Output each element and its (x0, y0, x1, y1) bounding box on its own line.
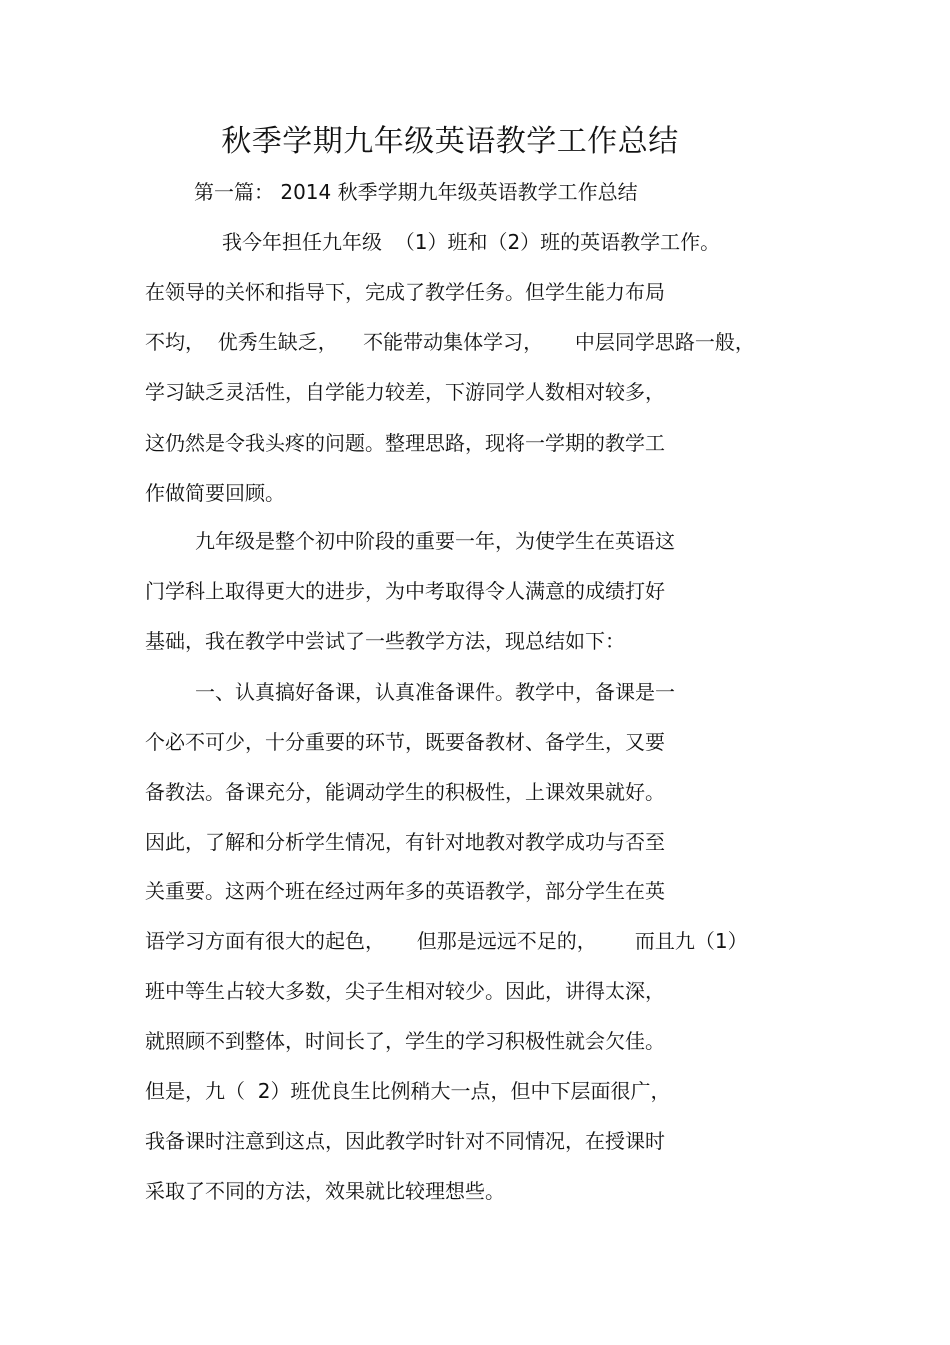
paragraph-line: 班中等生占较大多数，尖子生相对较少。因此，讲得太深， (145, 979, 665, 1003)
document-subtitle: 第一篇： 2014 秋季学期九年级英语教学工作总结 (194, 180, 638, 204)
paragraph-line: 基础，我在教学中尝试了一些教学方法，现总结如下： (145, 629, 625, 653)
paragraph-line: 我今年担任九年级 （1）班和（2）班的英语教学工作。 (222, 230, 721, 254)
paragraph-line: 不均， 优秀生缺乏， 不能带动集体学习， 中层同学思路一般， (145, 330, 755, 354)
paragraph-line: 这仍然是令我头疼的问题。整理思路，现将一学期的教学工 (145, 431, 665, 455)
paragraph-line: 关重要。这两个班在经过两年多的英语教学，部分学生在英 (145, 879, 665, 903)
paragraph-line: 因此，了解和分析学生情况，有针对地教对教学成功与否至 (145, 830, 665, 854)
paragraph-line: 在领导的关怀和指导下，完成了教学任务。但学生能力布局 (145, 280, 665, 304)
paragraph-line: 备教法。备课充分，能调动学生的积极性，上课效果就好。 (145, 780, 665, 804)
paragraph-line: 我备课时注意到这点，因此教学时针对不同情况，在授课时 (145, 1129, 665, 1153)
paragraph-line: 一、认真搞好备课，认真准备课件。教学中，备课是一 (195, 680, 675, 704)
paragraph-line: 门学科上取得更大的进步，为中考取得令人满意的成绩打好 (145, 579, 665, 603)
paragraph-line: 就照顾不到整体，时间长了，学生的学习积极性就会欠佳。 (145, 1029, 665, 1053)
paragraph-line: 个必不可少，十分重要的环节，既要备教材、备学生，又要 (145, 730, 665, 754)
document-title: 秋季学期九年级英语教学工作总结 (221, 124, 679, 159)
paragraph-line: 语学习方面有很大的起色， 但那是远远不足的， 而且九（1） (145, 929, 748, 953)
paragraph-line: 学习缺乏灵活性，自学能力较差，下游同学人数相对较多， (145, 380, 665, 404)
paragraph-line: 九年级是整个初中阶段的重要一年，为使学生在英语这 (195, 529, 675, 553)
paragraph-line: 作做简要回顾。 (145, 481, 285, 505)
paragraph-line: 但是，九（ 2）班优良生比例稍大一点，但中下层面很广， (145, 1079, 671, 1103)
paragraph-line: 采取了不同的方法，效果就比较理想些。 (145, 1179, 505, 1203)
